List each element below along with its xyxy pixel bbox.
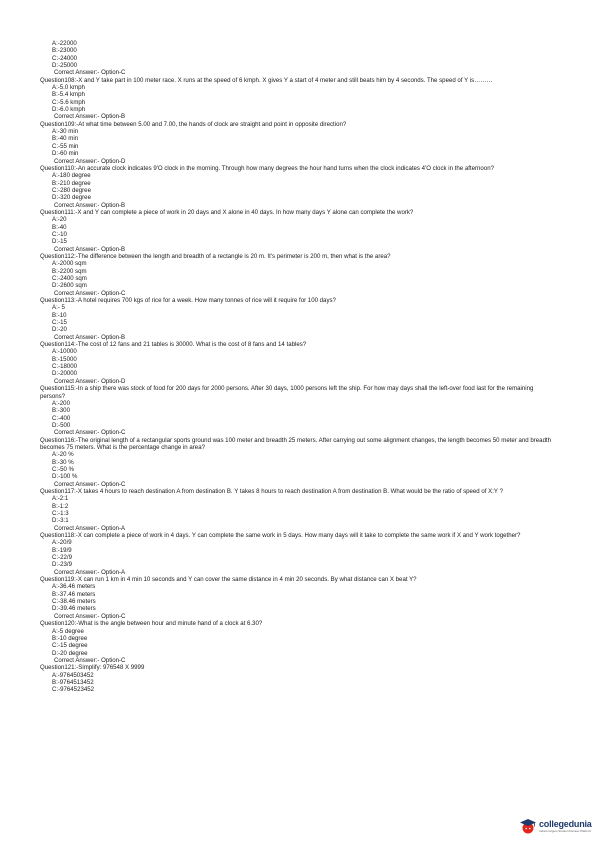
logo-tagline: India's largest Student Review Platform [539, 829, 592, 833]
answer-option: D:-20000 [52, 370, 78, 378]
answer-option: B:-40 [52, 223, 67, 231]
answer-option: A:-2:1 [52, 495, 69, 503]
answer-option: B:-5.4 kmph [52, 91, 85, 99]
answer-option: C:-5.6 kmph [52, 98, 86, 106]
question-text: Question117:-X takes 4 hours to reach destination A from destination B. Y takes 8 hours to reach destination A from destination B. What would be the ratio of speed of X:Y ? [40, 487, 503, 495]
answer-option: B:-210 degree [52, 179, 91, 187]
correct-answer: Correct Answer:- Option-A [54, 524, 126, 532]
answer-option: B:-10 degree [52, 634, 88, 642]
answer-option: C:-400 [52, 414, 71, 422]
answer-option: C:-280 degree [52, 186, 91, 194]
correct-answer: Correct Answer:- Option-C [54, 656, 126, 664]
answer-option: A:-22000 [52, 40, 77, 47]
answer-option: A:-20/9 [52, 539, 72, 547]
correct-answer: Correct Answer:- Option-B [54, 333, 126, 341]
correct-answer: Correct Answer:- Option-C [54, 612, 126, 620]
answer-option: A:-5 degree [52, 627, 84, 635]
question-text: Question116:-The original length of a rectangular sports ground was 100 meter and breadth 25 meters. After carrying out some alignment changes, the length becomes 50 meter and breadth becomes 75 meters. What is the percentage change in area? [40, 436, 552, 451]
answer-option: B:-23000 [52, 47, 77, 55]
answer-option: D:-23/9 [52, 561, 72, 569]
question-text: Question109:-At what time between 5.00 and 7.00, the hands of clock are straight and point in opposite direction? [40, 120, 347, 128]
question-text: Question111:-X and Y can complete a piece of work in 20 days and X alone in 40 days. In how many days Y alone can complete the work? [40, 208, 414, 216]
correct-answer: Correct Answer:- Option-D [54, 377, 126, 385]
correct-answer: Correct Answer:- Option-B [54, 245, 126, 253]
answer-option: C:-2400 sqm [52, 275, 87, 282]
answer-option: B:-9764513452 [52, 678, 94, 686]
answer-option: B:-19/9 [52, 546, 72, 554]
answer-option: A:-10000 [52, 348, 77, 356]
correct-answer: Correct Answer:- Option-B [54, 113, 126, 121]
answer-option: D:-15 [52, 238, 67, 246]
answer-option: B:-300 [52, 407, 70, 415]
answer-option: B:-30 % [52, 458, 74, 466]
answer-option: B:-2200 sqm [52, 267, 87, 275]
answer-option: D:-20 degree [52, 649, 88, 657]
answer-option: B:-15000 [52, 355, 77, 363]
answer-option: B:-10 [52, 311, 67, 319]
question-text: Question110:-An accurate clock indicates 9'O clock in the morning. Through how many degrees the hour hand turns when the clock indicates 4'O clock in the afternoon? [40, 164, 494, 172]
answer-option: C:-9764523452 [52, 686, 95, 694]
graduate-cap-icon [519, 817, 537, 835]
correct-answer: Correct Answer:- Option-C [54, 69, 126, 77]
answer-option: A:- 5 [52, 304, 65, 312]
answer-option: C:-15 degree [52, 642, 88, 650]
question-text: Question121:-Simplify: 976548 X 9999 [40, 664, 145, 672]
answer-option: D:-60 min [52, 150, 79, 158]
answer-option: D:-25000 [52, 62, 78, 70]
question-text: Question113:-A hotel requires 700 kgs of rice for a week. How many tonnes of rice will it require for 100 days? [40, 297, 336, 305]
answer-option: A:-180 degree [52, 172, 91, 180]
answer-option: B:-40 min [52, 135, 79, 143]
answer-option: A:-2000 sqm [52, 260, 87, 268]
correct-answer: Correct Answer:- Option-C [54, 480, 126, 488]
answer-option: A:-20 % [52, 451, 74, 459]
correct-answer: Correct Answer:- Option-C [54, 289, 126, 297]
answer-option: D:-39.46 meters [52, 605, 96, 613]
correct-answer: Correct Answer:- Option-B [54, 201, 126, 209]
answer-option: D:-3:1 [52, 517, 69, 525]
answer-option: D:-100 % [52, 473, 78, 481]
answer-option: C:-24000 [52, 54, 78, 62]
correct-answer: Correct Answer:- Option-C [54, 429, 126, 437]
answer-option: C:-38.46 meters [52, 598, 96, 606]
answer-option: A:-20 [52, 216, 67, 224]
answer-option: A:-200 [52, 399, 70, 407]
answer-option: A:-36.46 meters [52, 583, 96, 591]
question-text: Question108:-X and Y take part in 100 meter race. X runs at the speed of 6 kmph. X gives Y a start of 4 meter and still beats him by 4 seconds. The speed of Y is……… [40, 76, 493, 84]
logo-name: collegedunia [539, 819, 592, 829]
correct-answer: Correct Answer:- Option-A [54, 568, 126, 576]
answer-option: A:-5.0 kmph [52, 84, 85, 92]
answer-option: D:-500 [52, 421, 71, 429]
answer-option: C:-55 min [52, 142, 79, 150]
answer-option: A:-9764503452 [52, 671, 94, 679]
question-text: Question118:-X can complete a piece of work in 4 days. Y can complete the same work in 5 days. How many days will it take to complete the same work if X and Y work together? [40, 532, 521, 540]
answer-option: C:-22/9 [52, 554, 72, 562]
answer-option: C:-1:3 [52, 510, 69, 517]
collegedunia-logo[interactable] [519, 816, 592, 838]
question-text: Question120:-What is the angle between hour and minute hand of a clock at 6.30? [40, 620, 263, 628]
question-text: Question112:-The difference between the length and breadth of a rectangle is 20 m. It's perimeter is 200 m, then what is the area? [40, 252, 391, 260]
answer-option: C:-50 % [52, 465, 75, 473]
answer-option: D:-6.0 kmph [52, 106, 86, 114]
answer-option: C:-15 [52, 319, 67, 327]
question-document [40, 40, 555, 694]
correct-answer: Correct Answer:- Option-D [54, 157, 126, 165]
question-text: Question115:-In a ship there was stock of food for 200 days for 2000 persons. After 30 days, 1000 persons left the ship. For how may days shall the left-over food last for the remaining persons? [40, 385, 534, 400]
answer-option: C:-10 [52, 230, 67, 238]
question-text: Question119:-X can run 1 km in 4 min 10 seconds and Y can cover the same distance in 4 min 20 seconds. By what distance can X beat Y? [40, 576, 417, 584]
answer-option: D:-2600 sqm [52, 282, 87, 290]
answer-option: B:-1:2 [52, 502, 69, 510]
answer-option: D:-20 [52, 326, 67, 334]
answer-option: A:-30 min [52, 128, 79, 136]
answer-option: B:-37.46 meters [52, 590, 96, 598]
answer-option: C:-18000 [52, 363, 78, 371]
question-text: Question114:-The cost of 12 fans and 21 tables is 30000. What is the cost of 8 fans and 14 tables? [40, 341, 307, 349]
answer-option: D:-320 degree [52, 194, 91, 202]
